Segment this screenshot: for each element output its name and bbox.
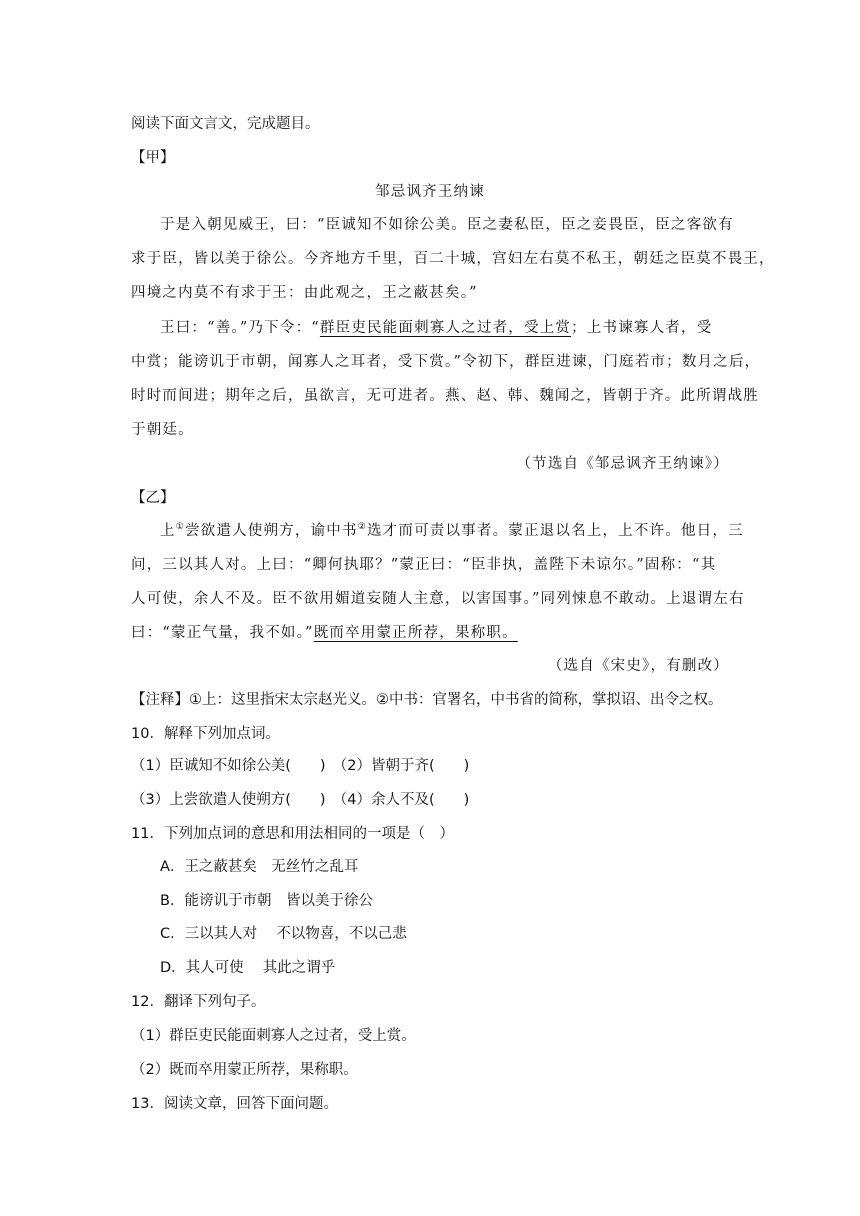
passage-text: 曰：“蒙正气量，我不如。” [131,625,314,641]
underlined-sentence: 既而卒用蒙正所荐，果称职。 [313,625,518,641]
passage-yi-source: （选自《宋史》，有删改） [547,658,729,674]
passage-jia-line: 时时而间进；期年之后，虽欲言，无可进者。燕、赵、韩、魏闻之，皆朝于齐。此所谓战胜 [131,388,759,404]
passage-text: 王曰：“善。”乃下令：“ [160,320,320,336]
passage-jia-source: （节选自《邹忌讽齐王纳谏》） [516,456,729,472]
passage-jia-line: 于朝廷。 [131,422,194,438]
section-label-yi: 【乙】 [131,490,175,506]
passage-yi-line [160,519,744,540]
passage-yi-line: 人可使，余人不及。臣不欲用媚道妄随人主意，以害国事。”同列悚息不敢动。上退谓左右 [131,591,745,607]
section-label-jia: 【甲】 [131,150,175,166]
question-11-option: C．三以其人对 不以物喜，不以己悲 [160,926,407,942]
question-11-option: B．能谤讥于市朝 皆以美于徐公 [160,893,373,909]
annotation-text: ①上：这里指宋太宗赵光义。②中书：官署名，中书省的简称，掌拟诏、出令之权。 [189,692,723,708]
footnote-marker: ② [357,522,367,532]
question-10-item: （3）上尝欲遣人使朔方( ) （4）余人不及( ) [131,792,470,808]
passage-yi-line: 问，三以其人对。上曰：“卿何执耶？”蒙正曰：“臣非执，盖陛下未谅尔。”固称：“其 [131,557,717,573]
question-11-option: A．王之蔽甚矣 无丝竹之乱耳 [160,859,359,875]
passage-jia-line [160,316,712,337]
footnote-marker: ① [175,522,185,532]
question-12-item: （2）既而卒用蒙正所荐，果称职。 [131,1062,358,1078]
passage-jia-title: 邹忌讽齐王纳谏 [375,184,485,200]
passage-jia-line: 于是入朝见威王，曰：“臣诚知不如徐公美。臣之妻私臣，臣之妾畏臣，臣之客欲有 [160,217,734,233]
underlined-sentence: 群臣吏民能面刺寡人之过者，受上赏 [319,320,572,336]
passage-yi-line [131,621,518,642]
intro-instruction: 阅读下面文言文，完成题目。 [131,116,320,132]
question-13: 13．阅读文章，回答下面问题。 [131,1096,338,1112]
passage-jia-line: 四境之内莫不有求于王：由此观之，王之蔽甚矣。” [131,285,478,301]
question-12: 12．翻译下列句子。 [131,994,266,1010]
annotation-label: 【注释】 [131,692,189,708]
annotation [131,688,723,709]
passage-jia-line: 中赏；能谤讥于市朝，闻寡人之耳者，受下赏。”令初下，群臣进谏，门庭若市；数月之后， [131,354,761,370]
question-11: 11．下列加点词的意思和用法相同的一项是（ ） [131,826,454,842]
passage-text: 上 [160,523,176,539]
question-10: 10．解释下列加点词。 [131,726,280,742]
question-11-option: D．其人可使 其此之谓乎 [160,960,336,976]
question-10-item: （1）臣诚知不如徐公美( ) （2）皆朝于齐( ) [131,758,470,774]
passage-jia-line: 求于臣，皆以美于徐公。今齐地方千里，百二十城，宫妇左右莫不私王，朝廷之臣莫不畏王， [131,251,775,267]
question-12-item: （1）群臣吏民能面刺寡人之过者，受上赏。 [131,1028,416,1044]
passage-text: 尝欲遣人使朔方，谕中书 [184,523,358,539]
passage-text: ；上书谏寡人者，受 [571,320,713,336]
passage-text: 选才而可责以事者。蒙正退以名上，上不许。他日，三 [366,523,744,539]
